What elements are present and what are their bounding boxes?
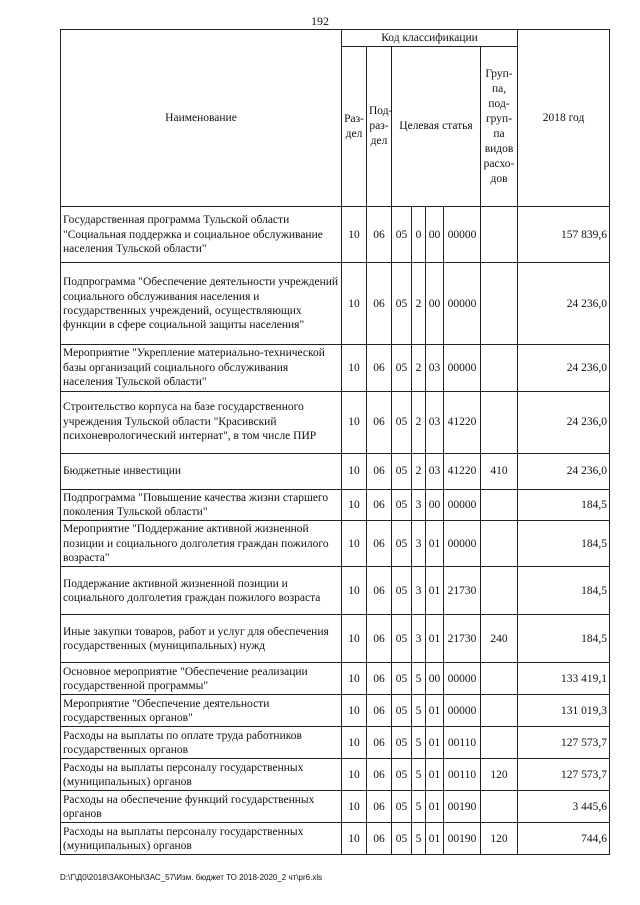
table-row [61,663,610,695]
header-year: 2018 год [518,30,610,207]
row-target-2: 2 [412,453,426,489]
row-target-4: 41220 [444,453,481,489]
table-row [61,453,610,489]
row-target-2: 3 [412,567,426,615]
row-target-3: 01 [426,823,444,855]
row-target-3: 03 [426,345,444,391]
row-group [481,791,518,823]
row-target-3: 01 [426,615,444,663]
row-name: Расходы на выплаты персоналу государственных (муниципальных) органов [61,759,342,791]
row-group [481,207,518,263]
table-row [61,391,610,453]
row-sum: 184,5 [518,489,610,521]
row-target-1: 05 [392,567,412,615]
row-target-4: 00190 [444,823,481,855]
row-razdel: 10 [342,391,367,453]
row-target-3: 01 [426,759,444,791]
row-target-4: 21730 [444,615,481,663]
table-row [61,345,610,391]
row-podrazdel: 06 [367,567,392,615]
table-row [61,823,610,855]
row-group [481,567,518,615]
row-podrazdel: 06 [367,663,392,695]
row-group [481,695,518,727]
row-razdel: 10 [342,567,367,615]
row-target-1: 05 [392,453,412,489]
row-target-2: 5 [412,759,426,791]
row-podrazdel: 06 [367,615,392,663]
row-target-3: 01 [426,695,444,727]
row-podrazdel: 06 [367,345,392,391]
row-target-4: 00190 [444,791,481,823]
row-sum: 184,5 [518,521,610,567]
header-code: Код классификации [342,30,518,47]
row-sum: 24 236,0 [518,345,610,391]
row-target-4: 00000 [444,521,481,567]
row-name: Основное мероприятие "Обеспечение реализации государственной программы" [61,663,342,695]
row-target-4: 00000 [444,345,481,391]
row-target-1: 05 [392,759,412,791]
row-target-2: 3 [412,489,426,521]
row-target-4: 00000 [444,663,481,695]
row-target-1: 05 [392,391,412,453]
row-target-2: 5 [412,823,426,855]
row-sum: 24 236,0 [518,391,610,453]
row-podrazdel: 06 [367,207,392,263]
row-group: 240 [481,615,518,663]
row-group: 120 [481,759,518,791]
row-target-3: 03 [426,391,444,453]
row-target-1: 05 [392,521,412,567]
row-target-2: 2 [412,391,426,453]
row-podrazdel: 06 [367,489,392,521]
row-sum: 157 839,6 [518,207,610,263]
table-row [61,207,610,263]
row-target-1: 05 [392,345,412,391]
row-target-3: 00 [426,263,444,345]
header-podrazdel: Под-раз-дел [367,47,392,207]
row-razdel: 10 [342,663,367,695]
row-podrazdel: 06 [367,759,392,791]
row-target-3: 01 [426,727,444,759]
table-row [61,759,610,791]
header-name: Наименование [61,30,342,207]
table-row [61,615,610,663]
row-target-2: 5 [412,791,426,823]
row-razdel: 10 [342,521,367,567]
row-target-4: 21730 [444,567,481,615]
row-target-2: 2 [412,345,426,391]
row-name: Мероприятие "Поддержание активной жизненной позиции и социального долголетия граждан пожилого возраста" [61,521,342,567]
row-sum: 133 419,1 [518,663,610,695]
row-razdel: 10 [342,823,367,855]
row-target-3: 00 [426,489,444,521]
table-row [61,521,610,567]
row-target-3: 00 [426,207,444,263]
row-name: Расходы на выплаты персоналу государственных (муниципальных) органов [61,823,342,855]
row-group [481,727,518,759]
row-razdel: 10 [342,727,367,759]
row-target-2: 5 [412,727,426,759]
row-target-1: 05 [392,489,412,521]
row-razdel: 10 [342,207,367,263]
row-target-2: 0 [412,207,426,263]
row-name: Государственная программа Тульской области "Социальная поддержка и социальное обслуживание населения Тульской области" [61,207,342,263]
row-sum: 24 236,0 [518,263,610,345]
row-group [481,521,518,567]
file-path-footer: D:\Г\Д0\2018\ЗАКОНЫ\ЗАС_57\Изм. бюджет ТО 2018-2020_2 чт\pr6.xls [60,873,323,882]
row-razdel: 10 [342,615,367,663]
row-sum: 131 019,3 [518,695,610,727]
row-group [481,391,518,453]
table-row [61,727,610,759]
table-row [61,695,610,727]
row-target-1: 05 [392,727,412,759]
header-target: Целевая статья [392,47,481,207]
row-target-2: 5 [412,663,426,695]
row-target-1: 05 [392,823,412,855]
row-name: Бюджетные инвестиции [61,453,342,489]
row-razdel: 10 [342,759,367,791]
row-razdel: 10 [342,453,367,489]
row-name: Строительство корпуса на базе государственного учреждения Тульской области "Красивский психоневрологический интернат", в том числе ПИР [61,391,342,453]
row-podrazdel: 06 [367,695,392,727]
row-podrazdel: 06 [367,263,392,345]
row-target-3: 01 [426,521,444,567]
row-target-4: 00000 [444,695,481,727]
row-target-4: 00110 [444,759,481,791]
row-razdel: 10 [342,791,367,823]
row-target-2: 3 [412,615,426,663]
row-target-4: 00000 [444,263,481,345]
row-name: Поддержание активной жизненной позиции и социального долголетия граждан пожилого возраста [61,567,342,615]
row-sum: 127 573,7 [518,727,610,759]
table-row [61,263,610,345]
row-sum: 127 573,7 [518,759,610,791]
row-podrazdel: 06 [367,823,392,855]
row-target-2: 2 [412,263,426,345]
row-target-4: 00000 [444,207,481,263]
row-podrazdel: 06 [367,521,392,567]
row-target-3: 00 [426,663,444,695]
header-group: Груп-па, под-груп-па видов расхо-дов [481,47,518,207]
row-target-4: 00110 [444,727,481,759]
row-sum: 24 236,0 [518,453,610,489]
row-group: 120 [481,823,518,855]
row-target-3: 01 [426,791,444,823]
row-podrazdel: 06 [367,791,392,823]
row-target-4: 00000 [444,489,481,521]
row-razdel: 10 [342,695,367,727]
page-number: 192 [311,14,329,28]
row-target-1: 05 [392,263,412,345]
row-razdel: 10 [342,263,367,345]
row-podrazdel: 06 [367,727,392,759]
row-sum: 3 445,6 [518,791,610,823]
row-target-1: 05 [392,791,412,823]
row-sum: 184,5 [518,567,610,615]
row-target-3: 01 [426,567,444,615]
table-row [61,567,610,615]
row-target-3: 03 [426,453,444,489]
row-target-1: 05 [392,615,412,663]
row-group [481,663,518,695]
row-name: Иные закупки товаров, работ и услуг для обеспечения государственных (муниципальных) нужд [61,615,342,663]
row-sum: 184,5 [518,615,610,663]
row-name: Мероприятие "Укрепление материально-технической базы организаций социального обслуживания населения Тульской области" [61,345,342,391]
row-name: Расходы на обеспечение функций государственных органов [61,791,342,823]
table-row [61,489,610,521]
row-target-1: 05 [392,663,412,695]
row-target-1: 05 [392,207,412,263]
row-name: Подпрограмма "Обеспечение деятельности учреждений социального обслуживания населения и государственных учреждений, осуществляющих функции в сфере социальной защиты населения" [61,263,342,345]
budget-table [60,29,610,855]
table-row [61,791,610,823]
row-group: 410 [481,453,518,489]
row-name: Расходы на выплаты по оплате труда работников государственных органов [61,727,342,759]
row-podrazdel: 06 [367,391,392,453]
row-target-2: 3 [412,521,426,567]
header-razdel: Раз-дел [342,47,367,207]
row-name: Мероприятие "Обеспечение деятельности государственных органов" [61,695,342,727]
row-sum: 744,6 [518,823,610,855]
row-razdel: 10 [342,489,367,521]
row-target-2: 5 [412,695,426,727]
row-target-4: 41220 [444,391,481,453]
row-podrazdel: 06 [367,453,392,489]
row-target-1: 05 [392,695,412,727]
row-group [481,345,518,391]
row-name: Подпрограмма "Повышение качества жизни старшего поколения Тульской области" [61,489,342,521]
row-group [481,263,518,345]
row-razdel: 10 [342,345,367,391]
row-group [481,489,518,521]
